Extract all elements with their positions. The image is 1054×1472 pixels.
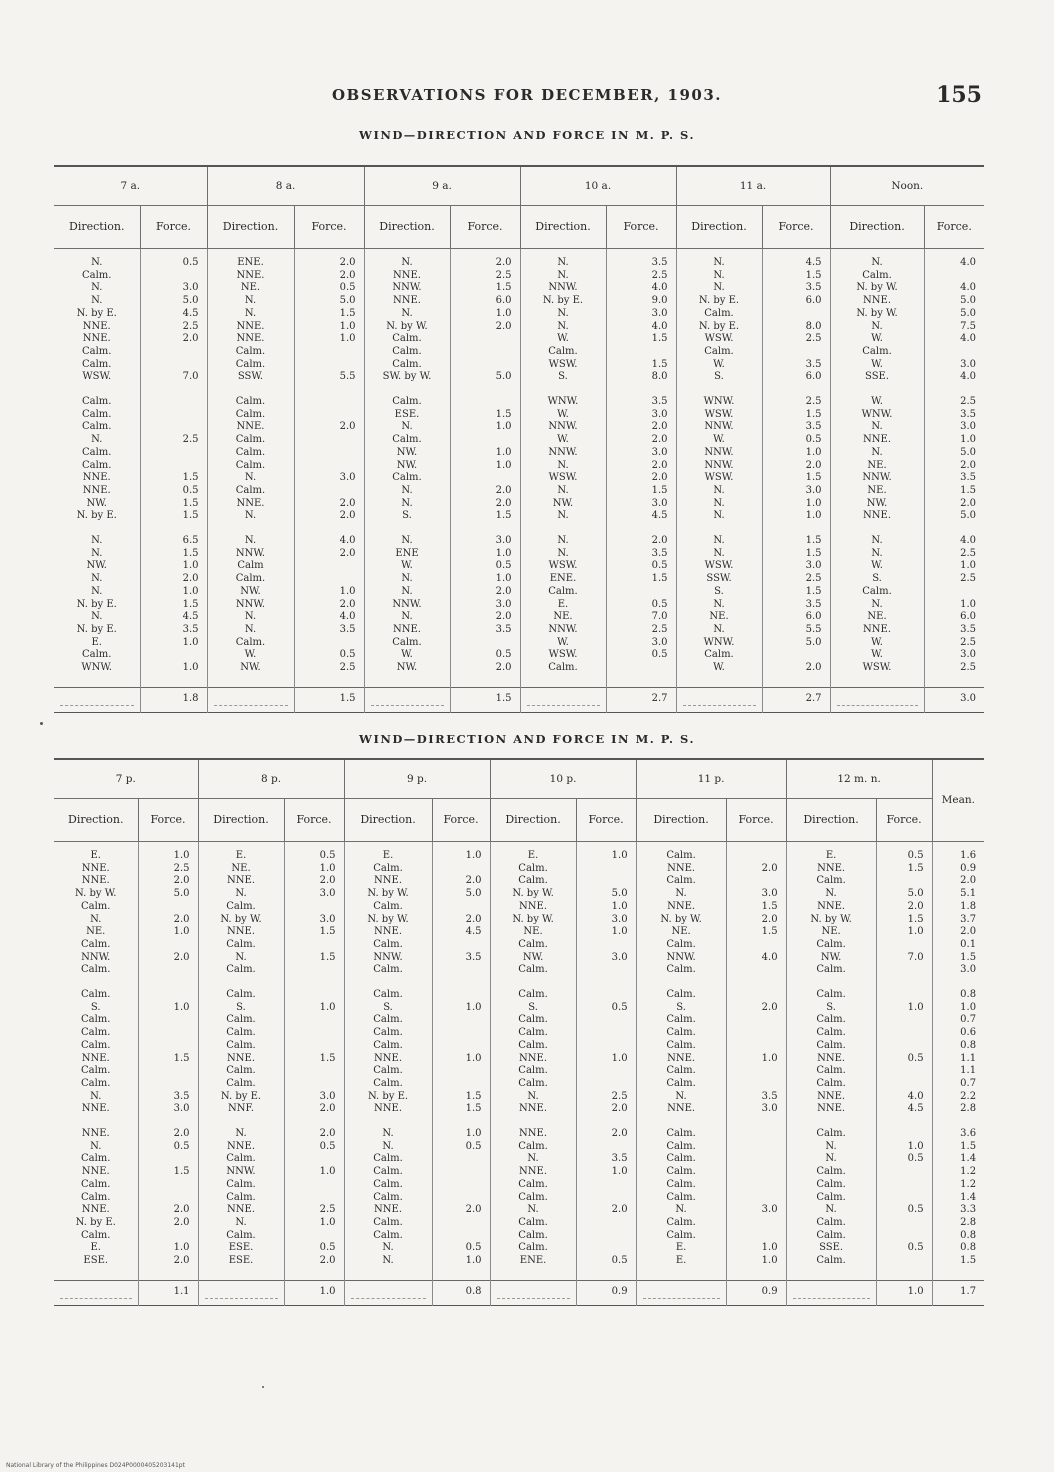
column-label: Direction. (520, 206, 606, 249)
column-label: Force. (294, 206, 364, 249)
force-cell: 6.5 1.5 1.0 2.0 1.0 1.5 4.5 3.5 1.0 1.0 (182, 535, 199, 674)
direction-cell: ENE. NNE. NE. N. N. NNE. NNE. Calm. Calm. SSW. (235, 257, 266, 383)
force-cell: 1.0 1.5 3.5 3.0 (173, 1001, 190, 1115)
mean-value: 1.1 (173, 1286, 190, 1298)
mean-cell: 3.6 1.5 1.4 1.2 1.2 1.4 3.3 2.8 0.8 0.8 1.5 (960, 1128, 977, 1267)
hour-header: 8 a. (207, 166, 364, 206)
wind-table-pm (54, 758, 984, 1306)
force-cell: 3.0 1.0 0.5 1.0 2.0 3.0 2.0 3.5 0.5 2.0 (495, 535, 512, 674)
mean-cell: 0.8 1.0 0.7 0.6 0.8 1.1 1.1 0.7 2.2 2.8 (960, 989, 977, 1115)
force-cell: 0.5 1.0 2.5 2.0 (611, 1001, 628, 1115)
direction-cell: E. Calm. Calm. N. by W. NNE. N. by W. NE. Calm. NW. Calm. (512, 850, 554, 976)
hour-header: 10 p. (490, 759, 636, 799)
direction-cell: N. N. WSW. ENE. Calm. E. NE. NNW. W. WSW. Calm. (548, 535, 578, 674)
force-cell: 2.5 3.5 3.0 1.0 5.0 2.0 3.5 1.5 2.0 5.0 (960, 396, 977, 522)
force-cell: 2.0 3.5 0.5 1.5 0.5 7.0 2.5 3.0 0.5 (651, 535, 668, 661)
table-1-caption: WIND—DIRECTION AND FORCE IN M. P. S. (359, 128, 695, 142)
day-group (54, 249, 984, 385)
column-label: Force. (876, 799, 932, 842)
column-label: Direction. (830, 206, 924, 249)
column-label: Force. (138, 799, 198, 842)
direction-cell: Calm. S. Calm. Calm. Calm. NNE. Calm. Calm. N. by E. NNE. (367, 989, 409, 1115)
mean-value: 1.5 (339, 693, 356, 705)
mean-value: 0.9 (611, 1286, 628, 1298)
force-cell: 1.0 1.5 3.0 2.0 (319, 1001, 336, 1115)
force-cell: 1.0 2.5 2.0 5.0 2.0 1.0 2.0 (173, 850, 190, 963)
day-group (54, 1128, 984, 1268)
direction-cell: E. NNE. NNE. N. by W. Calm. N. NE. Calm. NNW. Calm. (75, 850, 117, 976)
force-cell: 3.5 3.0 2.0 2.0 3.0 2.0 2.0 1.5 3.0 4.5 (651, 396, 668, 522)
force-cell: 2.0 2.5 1.5 6.0 1.0 2.0 5.0 (495, 257, 512, 383)
direction-cell: Calm. NNE. Calm. N. NNE. N. by W. NE. Calm. NNW. Calm. (660, 850, 702, 976)
mean-value: 1.0 (319, 1286, 336, 1298)
mean-row (54, 1280, 984, 1305)
column-label: Direction. (364, 206, 450, 249)
direction-cell: N. NNE. NNW. NNE. N. N. by W. Calm. Calm. Calm. SW. by W. (382, 257, 432, 383)
direction-cell: N. N. NW. N. N. N. by E. N. N. by E. E. Calm. WNW. (76, 535, 117, 674)
direction-cell: N. Calm. N. N. N. by E. NNE. NNE. Calm. Calm. WSW. (76, 257, 117, 383)
stray-mark (40, 722, 43, 725)
direction-cell: NNE. N. Calm. NNE. Calm. Calm. NNE. N. by E. Calm. E. ESE. (75, 1128, 116, 1267)
force-cell: 2.0 3.0 1.5 2.0 1.5 4.0 (761, 862, 778, 963)
mean-value: 1.7 (960, 1286, 977, 1298)
column-label: Direction. (786, 799, 876, 842)
direction-cell: Calm. S. Calm. Calm. Calm. NNE. Calm. Calm. NNE. NNE. (816, 989, 846, 1115)
direction-cell: N. NNE. Calm. NNW. Calm. Calm. NNE. N. Calm. ESE. ESE. (226, 1128, 256, 1267)
mean-value: 2.7 (651, 693, 668, 705)
force-cell: 2.0 2.0 0.5 5.0 1.5 1.0 1.0 5.5 (339, 257, 356, 383)
direction-cell: N. N. N. N. by E. Calm. N. by E. WSW. Calm. W. S. (698, 257, 740, 383)
hour-header: 8 p. (198, 759, 344, 799)
force-cell: 2.0 0.5 1.5 2.0 2.0 1.0 2.0 (173, 1128, 190, 1267)
direction-cell: Calm. N. N. Calm. Calm. Calm. N. Calm. Calm. SSE. Calm. (816, 1128, 846, 1267)
column-label: Force. (432, 799, 490, 842)
force-cell: 1.0 5.0 1.0 3.0 1.0 3.0 (611, 850, 628, 963)
force-cell: 4.0 2.5 1.0 2.5 1.0 6.0 3.5 2.5 3.0 2.5 (960, 535, 977, 674)
force-cell: 1.0 2.0 5.0 2.0 4.5 3.5 (465, 850, 482, 963)
direction-cell: N. N. NNW. N. by E. N. N. W. Calm. WSW. S. (542, 257, 584, 383)
hour-header: 9 p. (344, 759, 490, 799)
day-group (54, 989, 984, 1116)
column-label: Force. (924, 206, 984, 249)
force-cell: 1.0 0.5 2.0 0.5 1.0 (465, 1128, 482, 1267)
day-group (54, 535, 984, 675)
force-cell: 2.0 3.5 1.0 2.0 0.5 (611, 1128, 628, 1267)
column-label: Direction. (207, 206, 294, 249)
hour-header: 9 a. (364, 166, 520, 206)
direction-cell: N. N. Calm. Calm. Calm. Calm. NNE. Calm. Calm. N. N. (373, 1128, 403, 1267)
direction-cell: N. Calm. N. by W. NNE. N. by W. N. W. Calm. W. SSE. (856, 257, 898, 383)
direction-cell: E. NNE. Calm. N. NNE. N. by W. NE. Calm. NW. Calm. (810, 850, 852, 976)
force-cell: 4.0 4.0 5.0 5.0 7.5 4.0 3.0 4.0 (960, 257, 977, 383)
direction-cell: NNE. Calm. N. NNE. Calm. Calm. N. Calm. Calm. Calm. ENE. (518, 1128, 548, 1267)
force-cell: 0.5 3.0 5.0 4.5 2.5 2.0 7.0 (182, 257, 199, 383)
mean-row (54, 687, 984, 712)
force-cell: 4.5 1.5 3.5 6.0 8.0 2.5 3.5 6.0 (805, 257, 822, 383)
stray-mark (262, 1386, 264, 1388)
page-title: OBSERVATIONS FOR DECEMBER, 1903. (331, 86, 723, 104)
column-label: Direction. (344, 799, 432, 842)
table-2-caption: WIND—DIRECTION AND FORCE IN M. P. S. (359, 732, 695, 746)
column-label: Direction. (198, 799, 284, 842)
direction-cell: Calm. Calm. Calm. N. Calm. Calm. NNE. NNE. NW. N. by E. (76, 396, 117, 522)
hour-header: 11 p. (636, 759, 786, 799)
hour-header: 11 a. (676, 166, 830, 206)
column-label: Force. (726, 799, 786, 842)
mean-value: 1.8 (182, 693, 199, 705)
force-cell: 2.0 0.5 1.0 2.5 1.0 0.5 2.0 (319, 1128, 336, 1267)
mean-value: 1.0 (907, 1286, 924, 1298)
day-group (54, 842, 984, 978)
column-label: Direction. (676, 206, 762, 249)
column-label: Force. (762, 206, 830, 249)
force-cell: 1.5 1.5 3.0 2.5 1.5 3.5 6.0 5.5 5.0 2.0 (805, 535, 822, 674)
column-label: Force. (576, 799, 636, 842)
direction-cell: Calm. Calm. Calm. Calm. Calm. Calm. N. Calm. Calm. E. E. (666, 1128, 696, 1267)
column-label: Force. (450, 206, 520, 249)
mean-header: Mean. (932, 759, 984, 842)
column-label: Direction. (636, 799, 726, 842)
footer-credit: National Library of the Philippines D024P0000405203141pt (6, 1462, 185, 1469)
mean-value: 1.5 (495, 693, 512, 705)
mean-value: 2.7 (805, 693, 822, 705)
direction-cell: N. N. WSW. SSW. S. N. NE. N. WNW. Calm. W. (703, 535, 735, 674)
hour-header: 10 a. (520, 166, 676, 206)
mean-value: 0.8 (465, 1286, 482, 1298)
hour-header: 7 a. (54, 166, 207, 206)
wind-table-am (54, 165, 984, 713)
day-group (54, 396, 984, 523)
mean-cell: 1.6 0.9 2.0 5.1 1.8 3.7 2.0 0.1 1.5 3.0 (960, 850, 977, 976)
direction-cell: E. NE. NNE. N. Calm. N. by W. NNE. Calm. N. Calm. (220, 850, 262, 976)
direction-cell: Calm. S. Calm. Calm. Calm. NNE. Calm. Calm. N. NNE. (518, 989, 548, 1115)
column-label: Direction. (490, 799, 576, 842)
force-cell: 2.0 1.0 3.5 3.0 (761, 1001, 778, 1115)
direction-cell: Calm. ESE. N. Calm. NW. NW. Calm. N. N. S. (392, 396, 422, 522)
hour-header: Noon. (830, 166, 984, 206)
force-cell: 2.5 1.5 0.5 1.5 1.5 (182, 434, 199, 522)
force-cell: 1.0 1.0 1.5 1.5 (465, 1001, 482, 1115)
direction-cell: WNW. WSW. NNW. W. NNW. NNW. WSW. N. N. N. (703, 396, 735, 522)
force-cell: 1.0 0.5 4.0 4.5 (907, 1001, 924, 1115)
direction-cell: W. WNW. N. NNE. N. NE. NNW. NE. NW. NNE. (861, 396, 893, 522)
column-label: Force. (284, 799, 344, 842)
force-cell: 1.0 0.5 0.5 0.5 (907, 1140, 924, 1254)
force-cell: 3.0 1.0 1.0 (761, 1204, 778, 1267)
direction-cell: Calm. S. Calm. Calm. Calm. NNE. Calm. Calm. N. NNE. (81, 989, 111, 1115)
direction-cell: Calm. Calm. NNE. Calm. Calm. Calm. N. Calm. NNE. N. (235, 396, 266, 522)
direction-cell: Calm. S. Calm. Calm. Calm. NNE. Calm. Calm. N. NNE. (666, 989, 696, 1115)
mean-value: 0.9 (761, 1286, 778, 1298)
direction-cell: N. ENE W. N. N. NNW. N. NNE. Calm. W. NW. (392, 535, 422, 674)
force-cell: 1.5 1.0 1.0 1.0 2.0 2.0 1.5 (495, 408, 512, 522)
force-cell: 0.5 1.0 2.0 3.0 3.0 1.5 1.5 (319, 850, 336, 963)
mean-value: 3.0 (960, 693, 977, 705)
direction-cell: N. N. W. S. Calm. N. NE. NNE. W. W. WSW. (862, 535, 892, 674)
column-label: Direction. (54, 799, 138, 842)
direction-cell: Calm. S. Calm. Calm. Calm. NNE. Calm. Calm. N. by E. NNF. (220, 989, 262, 1115)
force-cell: 4.0 2.0 1.0 2.0 4.0 3.5 0.5 2.5 (339, 535, 356, 674)
direction-cell: E. Calm. NNE. N. by W. Calm. N. by W. NNE. Calm. NNW. Calm. (367, 850, 409, 976)
hour-header: 12 m. n. (786, 759, 932, 799)
page-number: 155 (936, 82, 982, 108)
column-label: Direction. (54, 206, 140, 249)
column-label: Force. (606, 206, 676, 249)
direction-cell: WNW. W. NNW. W. NNW. N. WSW. N. NW. N. (547, 396, 579, 522)
force-cell: 2.0 3.0 2.0 2.0 (339, 421, 356, 522)
force-cell: 2.5 1.5 3.5 0.5 1.0 2.0 1.5 3.0 1.0 1.0 (805, 396, 822, 522)
hour-header: 7 p. (54, 759, 198, 799)
force-cell: 3.5 2.5 4.0 9.0 3.0 4.0 1.5 1.5 8.0 (651, 257, 668, 383)
force-cell: 0.5 1.5 5.0 2.0 1.5 1.0 7.0 (907, 850, 924, 963)
direction-cell: N. NNW. Calm Calm. NW. NNW. N. N. Calm. W. NW. (235, 535, 266, 674)
column-label: Force. (140, 206, 207, 249)
